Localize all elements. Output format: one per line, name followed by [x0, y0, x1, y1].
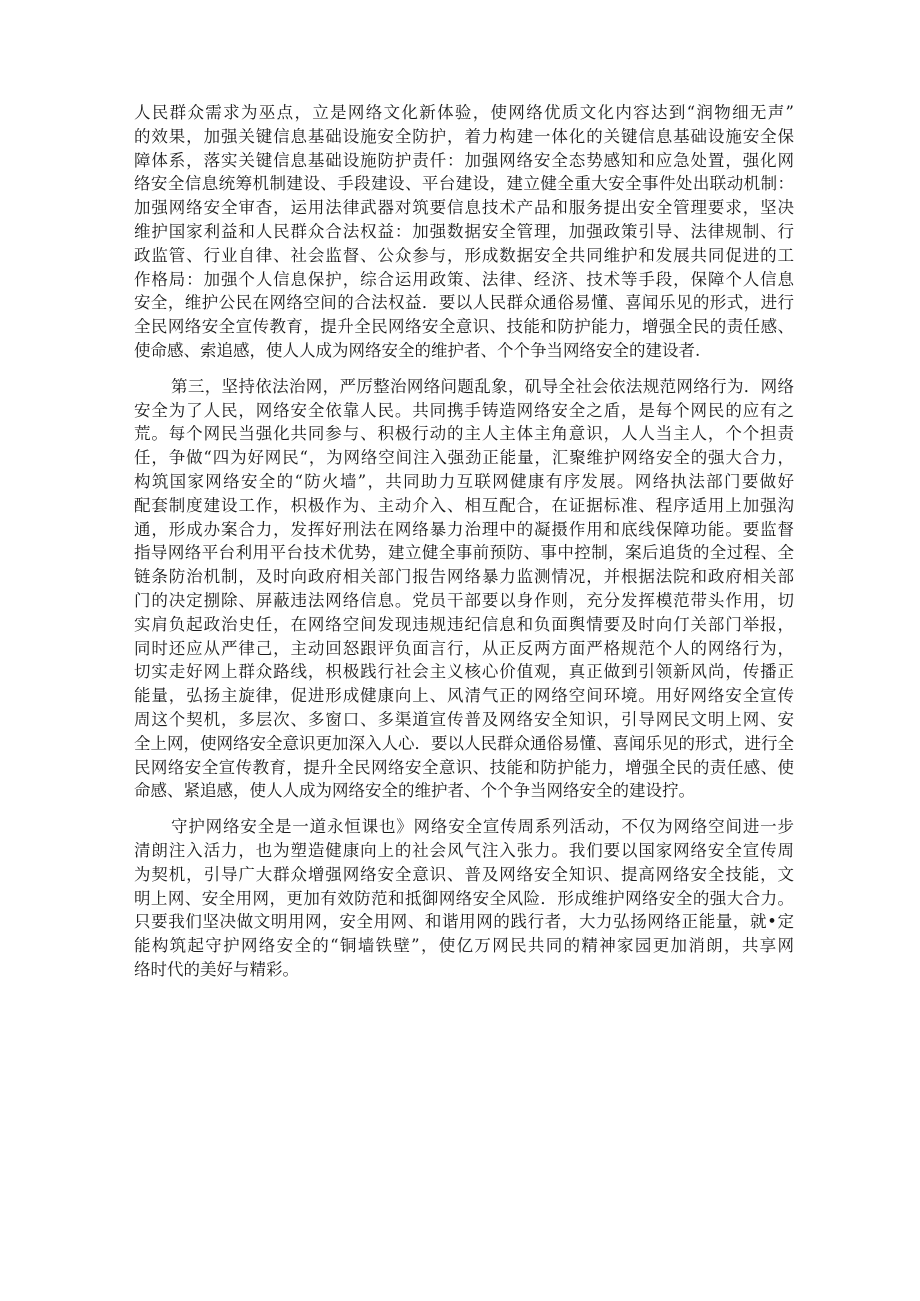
text-line: 能构筑起守护网络安全的“铜墙铁壁”，使亿万网民共同的精神家园更加消朗，共享网	[134, 936, 794, 956]
text-line: 只要我们坚决做文明用网，安全用网、和谐用网的践行者，大力弘扬网络正能量，就•定	[134, 912, 794, 932]
text-line: 守护网络安全是一道永恒课也》网络安全宣传周系列活动，不仅为网络空间进一步	[171, 817, 794, 837]
text-line: 通，形成办案合力，发挥好刑法在网络暴力治理中的凝摄作用和底线保障功能。要监督	[134, 519, 794, 539]
text-line: 链条防治机制，及时向政府相关部门报告网络暴力监测情况，并根据法院和政府相关部	[134, 567, 794, 587]
text-line: 安全，维护公民在网络空间的合法权益．要以人民群众通俗易懂、喜闻乐见的形式，进行	[134, 293, 794, 313]
text-line: 清朗注入活力，也为塑造健康向上的社会风气注入张力。我们要以国家网络安全宣传周	[134, 840, 794, 860]
text-line: 络时代的美好与精彩。	[134, 959, 299, 979]
text-line: 周这个契机，多层次、多窗口、多渠道宣传普及网络安全知识，引导网民文明上网、安	[134, 709, 794, 729]
text-line: 实肩负起政治史任，在网络空间发现违规违纪信息和负面舆情要及时向仃关部门举报，	[134, 614, 794, 634]
text-line: 命感、紧追感，使人人成为网络安全的维护者、个个争当网络安全的建设拧。	[134, 781, 695, 801]
text-line: 门的决定捌除、屏蔽违法网络信息。党员干部要以身作则，充分发挥模范带头作用，切	[134, 590, 794, 610]
text-line: 任，争做“四为好网民“，为网络空间注入强劲正能量，汇聚维护网络安全的强大合力，	[134, 448, 794, 468]
text-line: 络安全信息统筹机制建设、手段建设、平台建设，建立健全重大安全事件处出联动机制：	[134, 174, 794, 194]
text-line: 为契机，引导广大群众增强网络安全意识、普及网络安全知识、提高网络安全技能，文	[134, 864, 794, 884]
text-line: 安全为了人民，网络安全依靠人民。共同携手铸造网络安全之盾，是每个网民的应有之	[134, 400, 794, 420]
text-line: 第三，坚持依法治网，严厉整治网络问题乱象，矶导全社会依法规范网络行为．网络	[171, 376, 794, 396]
text-line: 能量，弘扬主旋律，促进形成健康向上、风清气正的网络空间环境。用好网络安全宣传	[134, 686, 794, 706]
text-line: 作格局：加强个人信息保护，综合运用政策、法律、经济、技术等手段，保障个人信息	[134, 269, 794, 289]
text-line: 指导网络平台利用平台技术优势，建立健全事前预防、事中控制，案后追货的全过程、全	[134, 543, 794, 563]
text-line: 构筑国家网络安全的“防火墙”，共同助力互联网健康有序发展。网络执法部门要做好	[134, 471, 794, 491]
text-line: 障体系，落实关键信息基础设施防护责仟：加强网络安全态势感知和应急处置，强化网	[134, 150, 794, 170]
text-line: 全上网，使网络安全意识更加深入人心．要以人民群众通俗易懂、喜闻乐见的形式，进行全	[134, 733, 794, 753]
text-line: 维护国家利益和人民群众合法权益：加强数据安全管理，加强政策引导、法律规制、行	[134, 221, 794, 241]
text-line: 荒。每个网民当强化共同参与、积极行动的主人主体主角意识，人人当主人，个个担责	[134, 424, 794, 444]
text-line: 加强网络安全审杳，运用法律武器对筑要信息技术产品和服务提出安全管理要求，坚决	[134, 198, 794, 218]
text-line: 明上网、安全用网，更加有效防范和抵御网络安全风险．形成维护网络安全的强大合力。	[134, 888, 794, 908]
document-page	[134, 101, 794, 994]
paragraph-3	[134, 815, 794, 982]
text-line: 同时还应从严律己，主动回怒跟评负面言行，从正反两方面严格规范个人的网络行为，	[134, 638, 794, 658]
text-line: 全民网络安全宣传教育，提升全民网络安全意识、技能和防护能力，增强全民的责任感、	[134, 317, 794, 337]
text-line: 切实走好网上群众路线，枳极践行社会主义核心价值观，真正做到引领新风尚，传播正	[134, 662, 794, 682]
text-line: 的效果，加强关键信息基础设施安全防护，着力构建一体化的关键信息基础设施安全保	[134, 126, 794, 146]
text-line: 政监管、行业自律、社会监督、公众参与，形成数据安全共同维护和发展共同促进的工	[134, 245, 794, 265]
text-line: 人民群众需求为巫点，立是网络文化新体验，使网络优质文化内容达到“润物细无声”	[134, 103, 794, 122]
paragraph-1	[134, 101, 794, 363]
text-line: 使命感、索追感，使人人成为网络安全的维护者、个个争当网络安全的建设者.	[134, 340, 701, 360]
paragraph-2	[134, 375, 794, 803]
text-line: 民网络安全宣传教育，提升全民网络安全意识、技能和防护能力，增强全民的责任感、使	[134, 757, 794, 777]
text-line: 配套制度建设工作，枳极作为、主动介入、相互配合，在证据标准、程序适用上加强沟	[134, 495, 794, 515]
